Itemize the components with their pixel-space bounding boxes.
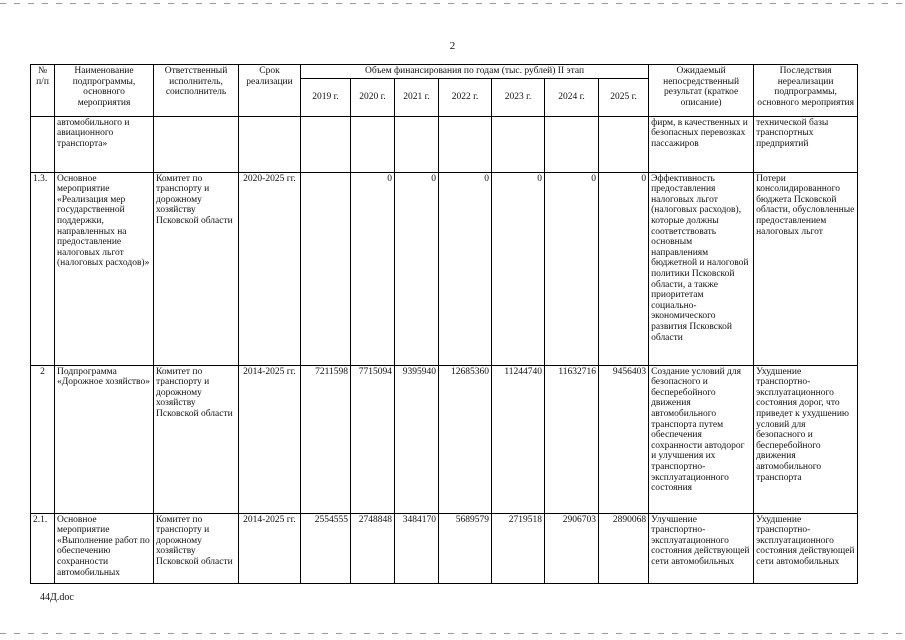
header-year: 2023 г. (492, 78, 545, 116)
cell-executor (154, 116, 239, 172)
cell-executor: Комитет по транспорту и дорожному хозяйству Псковской области (154, 172, 239, 365)
cell-value: 7211598 (301, 365, 351, 513)
cell-value: 9395940 (395, 365, 439, 513)
header-funding-group: Объем финансирования по годам (тыс. рублей) II этап (301, 65, 649, 79)
header-name: Наименование подпрограммы, основного мероприятия (55, 65, 154, 117)
cell-value: 2906703 (545, 513, 599, 583)
cell-executor: Комитет по транспорту и дорожному хозяйству Псковской области (154, 513, 239, 583)
header-term: Срок реализации (239, 65, 301, 117)
header-year: 2019 г. (301, 78, 351, 116)
header-executor: Ответственный исполнитель, соисполнитель (154, 65, 239, 117)
cell-executor: Комитет по транспорту и дорожному хозяйству Псковской области (154, 365, 239, 513)
table-row (31, 116, 858, 172)
cell-value: 0 (351, 172, 395, 365)
cell-value (492, 116, 545, 172)
header-num: № п/п (31, 65, 55, 117)
cell-result: Улучшение транспортно-эксплуатационного состояния действующей сети автомобильных (649, 513, 754, 583)
cell-consequences: технической базы транспортных предприятий (754, 116, 858, 172)
cell-name: Основное мероприятие «Выполнение работ по обеспечению сохранности автомобильных (55, 513, 154, 583)
cell-value: 11632716 (545, 365, 599, 513)
table-row (31, 513, 858, 583)
cell-value: 3484170 (395, 513, 439, 583)
cell-value: 12685360 (439, 365, 492, 513)
cell-value (545, 116, 599, 172)
cell-result: Эффективность предоставления налоговых льгот (налоговых расходов), которые должны соответствовать основным направлениям бюджетной и налоговой политики Псковской области, а также приоритетам социально-экономического развития Псковской области (649, 172, 754, 365)
cell-consequences: Ухудшение транспортно-эксплуатационного состояния действующей сети автомобильных (754, 513, 858, 583)
cell-term: 2020-2025 гг. (239, 172, 301, 365)
cell-term: 2014-2025 гг. (239, 513, 301, 583)
financing-table (30, 64, 858, 584)
header-consequences: Последствия нереализации подпрограммы, основного мероприятия (754, 65, 858, 117)
cell-term (239, 116, 301, 172)
table-row (31, 172, 858, 365)
cell-num: 2.1. (31, 513, 55, 583)
cell-name: Основное мероприятие «Реализация мер государственной поддержки, направленных на предоставление налоговых льгот (налоговых расходов)» (55, 172, 154, 365)
cell-value: 9456403 (599, 365, 649, 513)
cell-value (395, 116, 439, 172)
table-row (31, 365, 858, 513)
cell-value: 0 (395, 172, 439, 365)
cell-value: 2890068 (599, 513, 649, 583)
cell-value (301, 172, 351, 365)
scan-artifact-top (0, 3, 905, 4)
cell-name: Подпрограмма «Дорожное хозяйство» (55, 365, 154, 513)
cell-value: 0 (439, 172, 492, 365)
cell-value: 11244740 (492, 365, 545, 513)
cell-name: автомобильного и авиационного транспорта» (55, 116, 154, 172)
cell-value (439, 116, 492, 172)
cell-value (599, 116, 649, 172)
cell-value: 2748848 (351, 513, 395, 583)
cell-result: Создание условий для безопасного и бесперебойного движения автомобильного транспорта путем обеспечения сохранности автодорог и улучшения их транспортно-эксплуатационного состояния (649, 365, 754, 513)
header-year: 2021 г. (395, 78, 439, 116)
header-year: 2024 г. (545, 78, 599, 116)
cell-result: фирм, в качественных и безопасных перевозках пассажиров (649, 116, 754, 172)
cell-value: 2554555 (301, 513, 351, 583)
cell-value (351, 116, 395, 172)
header-result: Ожидаемый непосредственный результат (краткое описание) (649, 65, 754, 117)
cell-consequences: Потери консолидированного бюджета Псковской области, обусловленные предоставлением налоговых льгот (754, 172, 858, 365)
cell-value (301, 116, 351, 172)
cell-value: 5689579 (439, 513, 492, 583)
cell-value: 7715094 (351, 365, 395, 513)
cell-value: 2719518 (492, 513, 545, 583)
cell-value: 0 (599, 172, 649, 365)
header-year: 2020 г. (351, 78, 395, 116)
cell-value: 0 (492, 172, 545, 365)
scan-artifact-bottom (0, 633, 905, 634)
header-year: 2025 г. (599, 78, 649, 116)
cell-num: 2 (31, 365, 55, 513)
header-year: 2022 г. (439, 78, 492, 116)
cell-num (31, 116, 55, 172)
footer-filename: 44Д.doc (40, 592, 74, 603)
cell-value: 0 (545, 172, 599, 365)
cell-num: 1.3. (31, 172, 55, 365)
page-number: 2 (449, 40, 456, 52)
cell-term: 2014-2025 гг. (239, 365, 301, 513)
cell-consequences: Ухудшение транспортно-эксплуатационного состояния дорог, что приведет к ухудшению условий для безопасного и бесперебойного движения автомобильного транспорта (754, 365, 858, 513)
